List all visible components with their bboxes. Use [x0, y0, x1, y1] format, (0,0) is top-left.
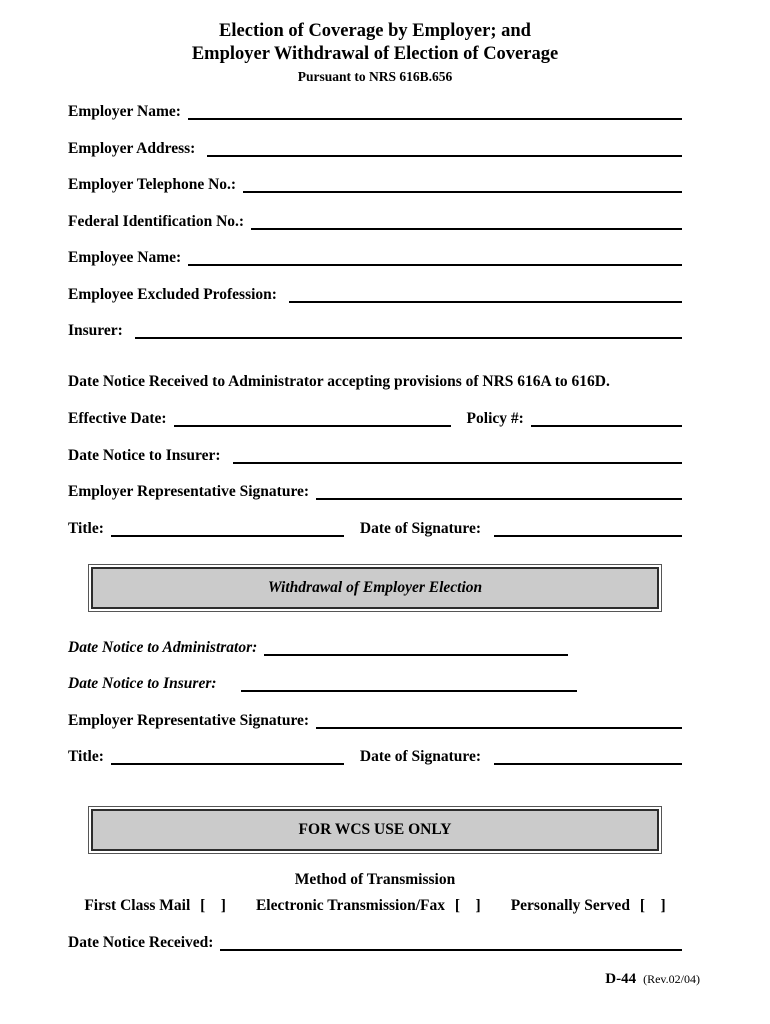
withdrawal-date-notice-admin-label: Date Notice to Administrator: [68, 638, 258, 656]
date-notice-received-label: Date Notice Received: [68, 934, 214, 951]
withdrawal-date-notice-insurer-input-line[interactable] [241, 690, 577, 692]
election-rep-signature-label: Employer Representative Signature: [68, 483, 310, 500]
election-date-of-signature-label: Date of Signature: [359, 519, 481, 537]
election-date-of-signature-input-line[interactable] [494, 535, 682, 537]
wcs-box-title: FOR WCS USE ONLY [91, 809, 659, 851]
employer-name-label: Employer Name: [68, 103, 181, 120]
field-row-withdrawal-title-date [68, 747, 682, 766]
withdrawal-rep-signature-label: Employer Representative Signature: [68, 711, 310, 729]
field-row-election-rep-signature [68, 482, 682, 501]
form-footer [68, 970, 700, 988]
form-header [68, 20, 682, 86]
transmission-options-row [68, 896, 682, 915]
field-row-employer-telephone [68, 175, 682, 194]
first-class-mail-checkbox[interactable]: [ ] [200, 897, 226, 914]
insurer-input-line[interactable] [135, 337, 682, 339]
policy-number-label: Policy #: [466, 410, 524, 427]
field-row-insurer [68, 321, 682, 340]
date-notice-received-input-line[interactable] [220, 949, 682, 951]
form-subtitle: Pursuant to NRS 616B.656 [297, 69, 453, 84]
field-row-effective-date-policy [68, 409, 682, 428]
field-row-election-title-date [68, 519, 682, 538]
field-row-excluded-profession [68, 285, 682, 304]
federal-id-label: Federal Identification No.: [68, 212, 245, 230]
effective-date-label: Effective Date: [68, 410, 167, 427]
field-row-federal-id [68, 212, 682, 231]
excluded-profession-input-line[interactable] [289, 301, 682, 303]
field-row-employee-name [68, 248, 682, 267]
excluded-profession-label: Employee Excluded Profession: [68, 285, 277, 303]
option-electronic-transmission-fax [256, 896, 481, 915]
form-title-line1: Election of Coverage by Employer; and [219, 21, 531, 41]
employee-name-input-line[interactable] [188, 264, 682, 266]
withdrawal-box-title: Withdrawal of Employer Election [91, 567, 659, 609]
election-title-label: Title: [68, 519, 104, 537]
wcs-section-box [88, 806, 662, 854]
field-row-date-notice-received [68, 933, 682, 952]
withdrawal-date-of-signature-input-line[interactable] [494, 763, 682, 765]
withdrawal-date-of-signature-label: Date of Signature: [359, 748, 481, 765]
option-personally-served [511, 896, 666, 915]
field-row-withdrawal-date-notice-insurer [68, 674, 682, 693]
election-rep-signature-input-line[interactable] [316, 498, 682, 500]
employee-name-label: Employee Name: [68, 249, 182, 266]
field-row-withdrawal-rep-signature [68, 711, 682, 730]
option-first-class-mail [84, 896, 226, 915]
field-row-employer-name [68, 102, 682, 121]
electronic-transmission-fax-checkbox[interactable]: [ ] [454, 897, 481, 914]
election-date-notice-insurer-input-line[interactable] [233, 462, 682, 464]
form-title-line2: Employer Withdrawal of Election of Coverage [191, 44, 559, 64]
employer-telephone-label: Employer Telephone No.: [68, 176, 237, 193]
withdrawal-rep-signature-input-line[interactable] [316, 727, 682, 729]
election-section-heading: Date Notice Received to Administrator accepting provisions of NRS 616A to 616D. [68, 373, 610, 390]
field-row-employer-address [68, 139, 682, 158]
form-revision: (Rev.02/04) [643, 971, 700, 986]
first-class-mail-label: First Class Mail [84, 897, 191, 914]
form-number: D-44 [605, 970, 637, 987]
personally-served-checkbox[interactable]: [ ] [639, 897, 666, 914]
election-date-notice-insurer-label: Date Notice to Insurer: [68, 446, 221, 464]
employer-address-input-line[interactable] [207, 155, 682, 157]
employer-address-label: Employer Address: [68, 139, 196, 157]
method-of-transmission-heading: Method of Transmission [294, 871, 456, 888]
election-title-input-line[interactable] [111, 535, 344, 537]
insurer-label: Insurer: [68, 322, 123, 339]
employer-name-input-line[interactable] [188, 118, 682, 120]
withdrawal-title-input-line[interactable] [111, 763, 344, 765]
withdrawal-section-box [88, 564, 662, 612]
employer-telephone-input-line[interactable] [243, 191, 682, 193]
policy-number-input-line[interactable] [531, 425, 682, 427]
personally-served-label: Personally Served [510, 897, 630, 914]
field-row-withdrawal-date-notice-admin [68, 638, 682, 657]
field-row-election-date-notice-insurer [68, 446, 682, 465]
withdrawal-date-notice-insurer-label: Date Notice to Insurer: [68, 675, 217, 692]
electronic-transmission-fax-label: Electronic Transmission/Fax [255, 897, 445, 914]
effective-date-input-line[interactable] [174, 425, 451, 427]
federal-id-input-line[interactable] [251, 228, 682, 230]
withdrawal-title-label: Title: [68, 748, 104, 765]
withdrawal-date-notice-admin-input-line[interactable] [264, 654, 568, 656]
